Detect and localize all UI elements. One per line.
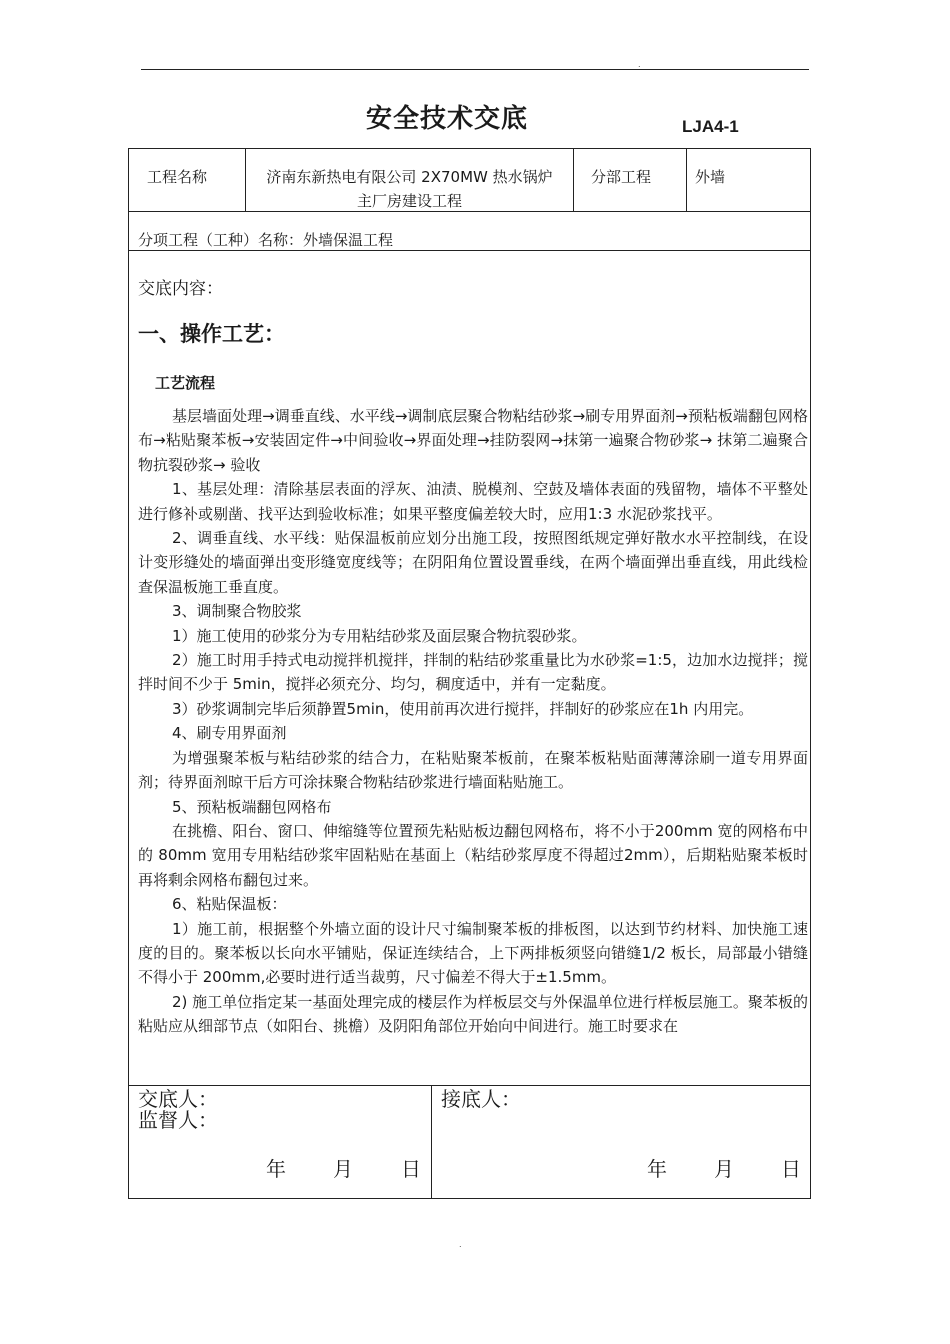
row-divider-3: [128, 1085, 811, 1086]
subsection-title: 工艺流程: [155, 374, 216, 392]
subsection-label: 分部工程: [591, 168, 652, 186]
project-name-line1: 济南东新热电有限公司 2X70MW 热水锅炉: [266, 168, 553, 186]
paragraph: 基层墙面处理→调垂直线、水平线→调制底层聚合物粘结砂浆→刷专用界面剂→预粘板端翻包网格布→粘贴聚苯板→安装固定件→中间验收→界面处理→挂防裂网→抹第一遍聚合物砂浆→ 抹第二遍聚合物抗裂砂浆→ 验收: [138, 407, 808, 474]
receiver-label: 接底人：: [441, 1087, 521, 1111]
right-date-day: 日: [781, 1157, 801, 1181]
paragraph: 在挑檐、阳台、窗口、伸缩缝等位置预先粘贴板边翻包网格布，将不小于200mm 宽的网格布中的 80mm 宽用专用粘结砂浆牢固粘贴在基面上（粘结砂浆厚度不得超过2mm），后期粘贴聚苯板时再将剩余网格布翻包过来。: [138, 821, 808, 889]
left-date-day: 日: [401, 1157, 421, 1181]
paragraph: 为增强聚苯板与粘结砂浆的结合力，在粘贴聚苯板前，在聚苯板粘贴面薄薄涂刷一道专用界面剂；待界面剂晾干后方可涂抹聚合物粘结砂浆进行墙面粘贴施工。: [138, 748, 808, 792]
paragraph: 2、调垂直线、水平线：贴保温板前应划分出施工段，按照图纸规定弹好散水水平控制线，在设计变形缝处的墙面弹出变形缝宽度线等；在阴阳角位置设置垂线，在两个墙面弹出垂直线，用此线检查保温板施工垂直度。: [138, 529, 808, 596]
procedure-content: [138, 404, 808, 1039]
document-code: LJA4-1: [682, 117, 739, 136]
giver-label: 交底人：: [138, 1087, 218, 1111]
left-date-month: 月: [333, 1157, 353, 1181]
left-date-year: 年: [266, 1157, 286, 1181]
document-title: 安全技术交底: [366, 104, 529, 134]
paragraph: 1）施工前，根据整个外墙立面的设计尺寸编制聚苯板的排板图，以达到节约材料、加快施工速度的目的。聚苯板以长向水平铺贴，保证连续结合，上下两排板须竖向错缝1/2 板长，局部最小错缝不得小于 200mm,必要时进行适当裁剪，尺寸偏差不得大于±1.5mm。: [138, 919, 808, 987]
paragraph: 3）砂浆调制完毕后须静置5min，使用前再次进行搅拌，拌制好的砂浆应在1h 内用完。: [172, 699, 754, 718]
col-divider-3: [686, 148, 687, 211]
paragraph: 1）施工使用的砂浆分为专用粘结砂浆及面层聚合物抗裂砂浆。: [172, 626, 587, 645]
col-divider-2: [573, 148, 574, 211]
right-date-year: 年: [647, 1157, 667, 1181]
paragraph: 2) 施工单位指定某一基面处理完成的楼层作为样板层交与外保温单位进行样板层施工。聚苯板的粘贴应从细部节点（如阳台、挑檐）及阴阳角部位开始向中间进行。施工时要求在: [138, 992, 808, 1036]
right-date-month: 月: [714, 1157, 734, 1181]
project-name-label: 工程名称: [147, 168, 208, 186]
paragraph: 5、预粘板端翻包网格布: [172, 797, 332, 816]
paragraph: 2）施工时用手持式电动搅拌机搅拌，拌制的粘结砂浆重量比为水砂浆=1:5，边加水边搅拌；搅拌时间不少于 5min，搅拌必须充分、均匀，稠度适中，并有一定黏度。: [138, 651, 808, 694]
intro-label: 交底内容：: [138, 279, 223, 299]
signature-divider: [431, 1085, 432, 1199]
footer-mark: .: [459, 1240, 462, 1249]
header-mark: .: [638, 60, 641, 69]
project-name-line2: 主厂房建设工程: [356, 192, 462, 210]
item-name: 分项工程（工种）名称：外墙保温工程: [138, 231, 394, 249]
header-rule: [141, 69, 809, 70]
section-title: 一、操作工艺：: [138, 322, 285, 346]
supervisor-label: 监督人：: [138, 1108, 218, 1132]
paragraph: 3、调制聚合物胶浆: [172, 602, 302, 621]
paragraph: 4、刷专用界面剂: [172, 724, 287, 743]
paragraph: 1、基层处理：清除基层表面的浮灰、油渍、脱模剂、空鼓及墙体表面的残留物，墙体不平整处进行修补或剔凿、找平达到验收标准；如果平整度偏差较大时，应用1:3 水泥砂浆找平。: [138, 480, 808, 523]
paragraph: 6、粘贴保温板：: [172, 895, 287, 914]
subsection-value: 外墙: [695, 168, 726, 186]
